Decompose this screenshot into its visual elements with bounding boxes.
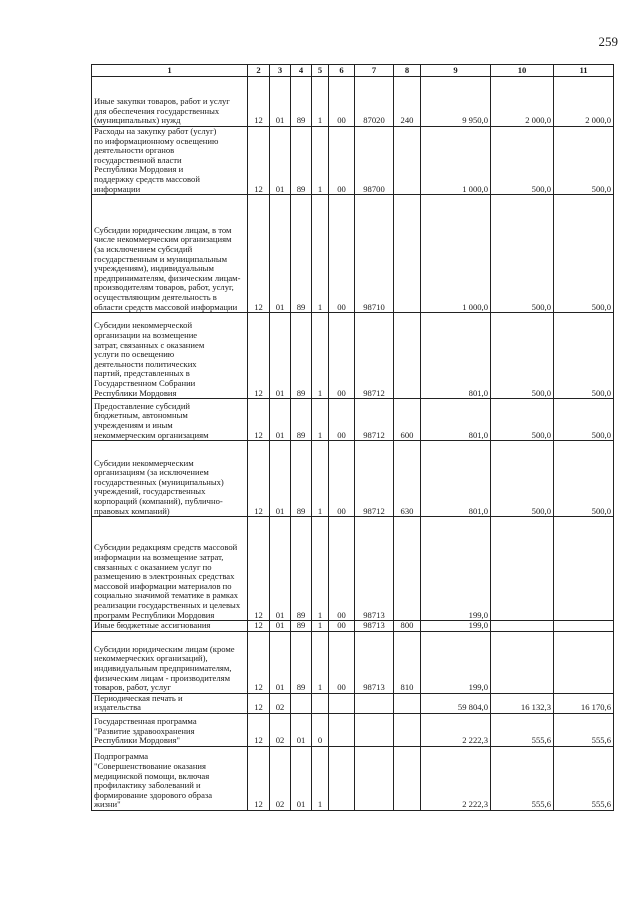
item-name-text: Государственная программа "Развитие здравоохранения Республики Мордовия" [94, 716, 197, 746]
code-5-cell: 1 [312, 313, 329, 399]
code-8-cell: 600 [394, 399, 421, 441]
code-8-cell [394, 746, 421, 810]
item-name-cell [92, 77, 248, 127]
item-name-text: Субсидии редакциям средств массовой информации на возмещение затрат, связанных с оказанием услуг по размещению в электронных средствах массовой информации материалов по социально значимой тематике в рамках реализации государственных и целевых программ Республики Мордовия [94, 542, 241, 620]
item-name-cell [92, 195, 248, 313]
table-row [92, 713, 614, 746]
table-row [92, 313, 614, 399]
budget-table [91, 64, 614, 811]
code-4-cell: 89 [291, 441, 312, 517]
code-3-cell: 01 [270, 195, 291, 313]
code-3-cell: 01 [270, 631, 291, 693]
amount-9-cell: 9 950,0 [421, 77, 491, 127]
item-name-cell [92, 399, 248, 441]
amount-11-cell: 2 000,0 [554, 77, 614, 127]
item-name-text: Подпрограмма "Совершенствование оказания медицинской помощи, включая профилактику заболеваний и формирование здорового образа жизни" [94, 751, 213, 810]
amount-11-cell [554, 517, 614, 621]
amount-10-cell: 2 000,0 [491, 77, 554, 127]
amount-10-cell: 500,0 [491, 127, 554, 195]
code-5-cell: 1 [312, 77, 329, 127]
code-2-cell: 12 [248, 746, 270, 810]
amount-10-cell: 500,0 [491, 399, 554, 441]
table-row [92, 746, 614, 810]
code-3-cell: 02 [270, 746, 291, 810]
code-6-cell [329, 746, 355, 810]
code-7-cell [355, 746, 394, 810]
code-5-cell: 1 [312, 127, 329, 195]
item-name-cell [92, 631, 248, 693]
item-name-text: Расходы на закупку работ (услуг) по информационному освещению деятельности органов государственной власти Республики Мордовия и поддержку средств массовой информации [94, 126, 219, 194]
amount-11-cell [554, 631, 614, 693]
code-5-cell: 1 [312, 195, 329, 313]
code-8-cell [394, 195, 421, 313]
amount-11-cell: 500,0 [554, 313, 614, 399]
code-5-cell: 1 [312, 399, 329, 441]
amount-9-cell: 801,0 [421, 313, 491, 399]
amount-10-cell [491, 517, 554, 621]
amount-10-cell: 500,0 [491, 313, 554, 399]
code-4-cell [291, 693, 312, 713]
code-8-cell [394, 127, 421, 195]
table-row [92, 77, 614, 127]
code-7-cell: 98713 [355, 631, 394, 693]
amount-11-cell: 16 170,6 [554, 693, 614, 713]
item-name-cell [92, 693, 248, 713]
code-2-cell: 12 [248, 399, 270, 441]
amount-11-cell [554, 621, 614, 632]
code-8-cell [394, 713, 421, 746]
amount-11-cell: 555,6 [554, 713, 614, 746]
table-row [92, 631, 614, 693]
code-4-cell: 01 [291, 746, 312, 810]
code-4-cell: 89 [291, 77, 312, 127]
code-2-cell: 12 [248, 313, 270, 399]
code-6-cell: 00 [329, 313, 355, 399]
table-row [92, 517, 614, 621]
amount-9-cell: 801,0 [421, 441, 491, 517]
item-name-text: Периодическая печать и издательства [94, 693, 183, 713]
amount-9-cell: 801,0 [421, 399, 491, 441]
code-4-cell: 89 [291, 313, 312, 399]
code-7-cell: 98713 [355, 517, 394, 621]
column-header: 3 [270, 65, 291, 77]
code-5-cell: 1 [312, 746, 329, 810]
table-row [92, 127, 614, 195]
code-7-cell: 98713 [355, 621, 394, 632]
code-6-cell: 00 [329, 441, 355, 517]
item-name-text: Субсидии некоммерческой организации на возмещение затрат, связанных с оказанием услуги по освещению деятельности политических партий, представленных в Государственном Собрании Республики Мордовия [94, 320, 205, 398]
code-7-cell: 98710 [355, 195, 394, 313]
code-5-cell: 1 [312, 517, 329, 621]
code-7-cell [355, 713, 394, 746]
code-4-cell: 89 [291, 127, 312, 195]
code-6-cell [329, 713, 355, 746]
amount-11-cell: 500,0 [554, 127, 614, 195]
code-4-cell: 89 [291, 631, 312, 693]
item-name-cell [92, 127, 248, 195]
code-7-cell: 98712 [355, 399, 394, 441]
code-6-cell: 00 [329, 127, 355, 195]
code-5-cell: 1 [312, 441, 329, 517]
code-4-cell: 89 [291, 621, 312, 632]
code-8-cell: 800 [394, 621, 421, 632]
code-3-cell: 01 [270, 441, 291, 517]
code-2-cell: 12 [248, 621, 270, 632]
column-header: 6 [329, 65, 355, 77]
code-8-cell [394, 517, 421, 621]
column-header: 9 [421, 65, 491, 77]
item-name-cell [92, 746, 248, 810]
code-4-cell: 89 [291, 517, 312, 621]
code-3-cell: 02 [270, 713, 291, 746]
item-name-text: Субсидии юридическим лицам (кроме некоммерческих организаций), индивидуальным предпринимателям, физическим лицам - производителям товаров, работ, услуг [94, 643, 235, 693]
amount-10-cell: 16 132,3 [491, 693, 554, 713]
column-header: 7 [355, 65, 394, 77]
code-8-cell [394, 313, 421, 399]
table-row [92, 195, 614, 313]
column-header: 2 [248, 65, 270, 77]
code-3-cell: 01 [270, 399, 291, 441]
code-6-cell: 00 [329, 399, 355, 441]
amount-11-cell: 555,6 [554, 746, 614, 810]
amount-10-cell [491, 621, 554, 632]
column-header: 5 [312, 65, 329, 77]
code-6-cell: 00 [329, 195, 355, 313]
column-header: 4 [291, 65, 312, 77]
code-8-cell: 810 [394, 631, 421, 693]
amount-10-cell [491, 631, 554, 693]
table-row [92, 441, 614, 517]
code-4-cell: 89 [291, 399, 312, 441]
amount-11-cell: 500,0 [554, 441, 614, 517]
code-2-cell: 12 [248, 693, 270, 713]
amount-9-cell: 199,0 [421, 517, 491, 621]
amount-9-cell: 1 000,0 [421, 195, 491, 313]
code-7-cell: 98712 [355, 313, 394, 399]
code-2-cell: 12 [248, 441, 270, 517]
item-name-cell [92, 313, 248, 399]
table-row [92, 693, 614, 713]
column-header: 10 [491, 65, 554, 77]
code-6-cell: 00 [329, 77, 355, 127]
column-header: 1 [92, 65, 248, 77]
amount-10-cell: 555,6 [491, 746, 554, 810]
amount-9-cell: 2 222,3 [421, 713, 491, 746]
code-5-cell: 1 [312, 621, 329, 632]
amount-11-cell: 500,0 [554, 399, 614, 441]
code-7-cell [355, 693, 394, 713]
code-8-cell [394, 693, 421, 713]
item-name-text: Иные бюджетные ассигнования [94, 620, 211, 631]
amount-11-cell: 500,0 [554, 195, 614, 313]
item-name-text: Иные закупки товаров, работ и услуг для обеспечения государственных (муниципальных) нужд [94, 96, 230, 126]
column-header: 11 [554, 65, 614, 77]
code-3-cell: 02 [270, 693, 291, 713]
column-header: 8 [394, 65, 421, 77]
amount-10-cell: 500,0 [491, 195, 554, 313]
code-2-cell: 12 [248, 631, 270, 693]
amount-10-cell: 555,6 [491, 713, 554, 746]
amount-9-cell: 199,0 [421, 621, 491, 632]
code-2-cell: 12 [248, 713, 270, 746]
code-2-cell: 12 [248, 127, 270, 195]
amount-9-cell: 1 000,0 [421, 127, 491, 195]
code-3-cell: 01 [270, 313, 291, 399]
table-row [92, 399, 614, 441]
code-2-cell: 12 [248, 77, 270, 127]
item-name-cell [92, 517, 248, 621]
code-4-cell: 01 [291, 713, 312, 746]
code-8-cell: 630 [394, 441, 421, 517]
amount-10-cell: 500,0 [491, 441, 554, 517]
code-3-cell: 01 [270, 517, 291, 621]
code-5-cell: 0 [312, 713, 329, 746]
table-row [92, 621, 614, 632]
code-7-cell: 87020 [355, 77, 394, 127]
item-name-text: Предоставление субсидий бюджетным, автономным учреждениям и иным некоммерческим организациям [94, 400, 209, 440]
code-6-cell: 00 [329, 631, 355, 693]
code-7-cell: 98700 [355, 127, 394, 195]
code-5-cell: 1 [312, 631, 329, 693]
item-name-cell [92, 441, 248, 517]
amount-9-cell: 199,0 [421, 631, 491, 693]
code-6-cell: 00 [329, 621, 355, 632]
item-name-text: Субсидии юридическим лицам, в том числе некоммерческим организациям (за исключением субсидий государственным и муниципальным учреждениям), индивидуальным предпринимателям, физическим лицам- производителям товаров, работ, услуг, осуществляющим деятельность в области средств массовой информации [94, 224, 241, 312]
code-4-cell: 89 [291, 195, 312, 313]
code-3-cell: 01 [270, 77, 291, 127]
code-3-cell: 01 [270, 127, 291, 195]
code-8-cell: 240 [394, 77, 421, 127]
code-5-cell [312, 693, 329, 713]
item-name-cell [92, 621, 248, 632]
code-2-cell: 12 [248, 195, 270, 313]
page-number: 259 [598, 34, 618, 49]
code-2-cell: 12 [248, 517, 270, 621]
amount-9-cell: 2 222,3 [421, 746, 491, 810]
item-name-cell [92, 713, 248, 746]
code-6-cell: 00 [329, 517, 355, 621]
amount-9-cell: 59 804,0 [421, 693, 491, 713]
code-7-cell: 98712 [355, 441, 394, 517]
code-3-cell: 01 [270, 621, 291, 632]
code-6-cell [329, 693, 355, 713]
header-row [92, 65, 614, 77]
item-name-text: Субсидии некоммерческим организациям (за исключением государственных (муниципальных) учреждений, государственных корпораций (компаний), публично-правовых компаний) [94, 457, 224, 516]
